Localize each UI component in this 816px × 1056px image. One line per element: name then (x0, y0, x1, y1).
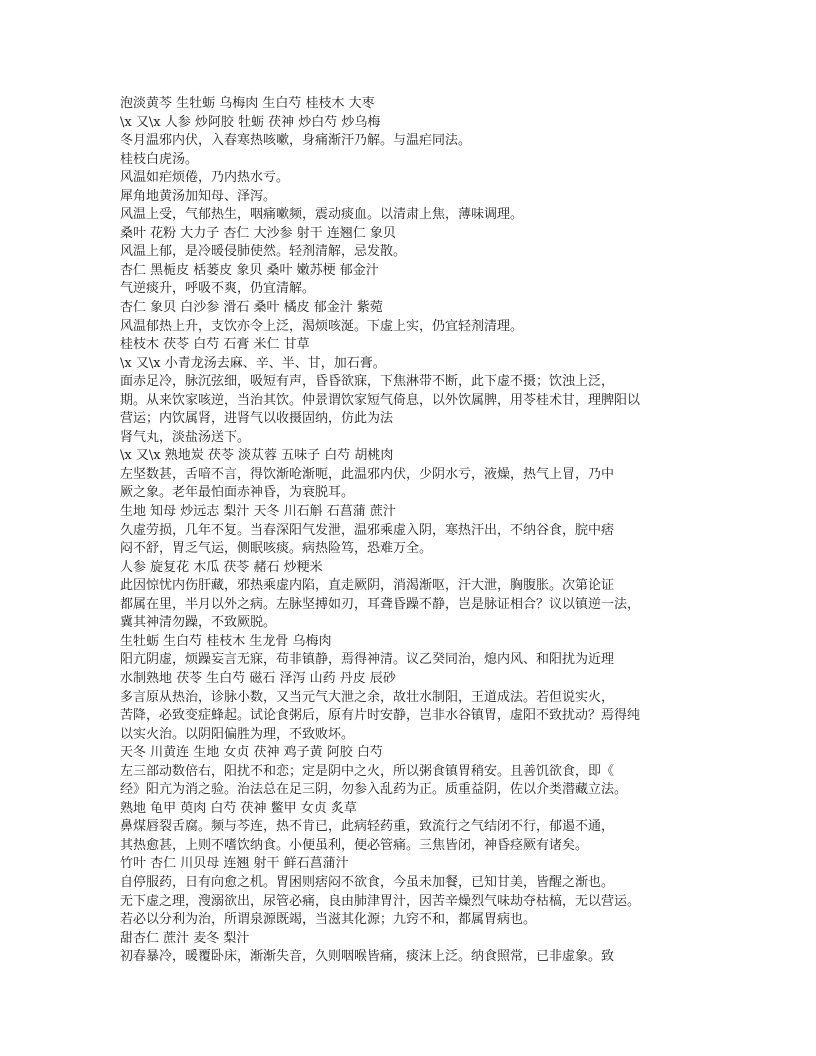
text-line: 经》阳亢为消之验。治法总在足三阴，勿参入乱药为正。质重益阴，佐以介类潜藏立法。 (120, 782, 628, 798)
text-line: 气逆痰升，呼吸不爽，仍宜清解。 (120, 281, 316, 297)
text-line: 天冬 川黄连 生地 女贞 茯神 鸡子黄 阿胶 白芍 (120, 745, 383, 761)
text-line: 桂枝白虎汤。 (120, 151, 199, 167)
text-line: 风温郁热上升，支饮亦令上泛，渴烦咳涎。下虚上实，仍宜轻剂清理。 (120, 318, 524, 334)
text-line: 久虚劳损，几年不复。当春深阳气发泄，温邪乘虚入阴，寒热汗出，不纳谷食，脘中痞 (120, 522, 615, 538)
text-line: 熟地 龟甲 萸肉 白芍 茯神 鳖甲 女贞 炙草 (120, 800, 357, 816)
text-line: 冀其神清勿躁，不致厥脱。 (120, 615, 277, 631)
text-line: 鼻煤唇裂舌腐。频与芩连，热不肯已，此病轻药重，致流行之气结闭不行，郁遏不通， (120, 819, 615, 835)
text-line: 水制熟地 茯苓 生白芍 磁石 泽泻 山药 丹皮 辰砂 (120, 670, 396, 686)
text-line: \x 又\x 人参 炒阿胶 牡蛎 茯神 炒白芍 炒乌梅 (120, 114, 381, 130)
text-line: 桑叶 花粉 大力子 杏仁 大沙参 射干 连翘仁 象贝 (120, 225, 396, 241)
text-line: 犀角地黄汤加知母、泽泻。 (120, 188, 277, 204)
text-line: 初春暴冷，暖覆卧床，渐渐失音，久则咽喉皆痛，痰沫上泛。纳食照常，已非虚象。致 (120, 949, 615, 965)
text-line: 肾气丸，淡盐汤送下。 (120, 429, 251, 445)
text-line: 人参 旋复花 木瓜 茯苓 赭石 炒粳米 (120, 559, 323, 575)
text-line: 左三部动数倍右，阳扰不和恋；定是阴中之火，所以粥食镇胃稍安。且善饥欲食，即《 (120, 763, 615, 779)
text-line: 都属在里，半月以外之病。左脉坚搏如刃，耳聋昏躁不静，岂是脉证相合？议以镇逆一法， (120, 596, 641, 612)
text-line: 无下虚之理，溲溺欲出，尿管必痛，良由肺津胃汁，因苦辛燥烈气味劫夺枯槁，无以营运。 (120, 893, 641, 909)
text-line: 风温上受，气郁热生，咽痛嗽频，震动痰血。以清肃上焦，薄味调理。 (120, 207, 524, 223)
text-line: \x 又\x 小青龙汤去麻、辛、半、甘，加石膏。 (120, 355, 386, 371)
text-line: 期。从来饮家咳逆，当治其饮。仲景谓饮家短气倚息，以外饮属脾，用苓桂术甘，理脾阳以 (120, 392, 641, 408)
text-line: 杏仁 象贝 白沙参 滑石 桑叶 橘皮 郁金汁 紫菀 (120, 300, 383, 316)
document-page (120, 95, 680, 967)
text-line: 若必以分利为治，所谓泉源既竭，当滋其化源；九窍不和，都属胃病也。 (120, 912, 537, 928)
text-line: 风温如疟烦倦，乃内热水亏。 (120, 170, 290, 186)
text-line: 厥之象。老年最怕面赤神昏，为衰脱耳。 (120, 485, 355, 501)
text-line: 多言原从热治，诊脉小数，又当元气大泄之余，故壮水制阳，王道成法。若但说实火， (120, 689, 615, 705)
text-line: 闷不舒，胃乏气运，侧眠咳痰。病热险笃，恐难万全。 (120, 541, 433, 557)
text-line: 此因惊忧内伤肝藏，邪热乘虚内陷，直走厥阴，消渴渐呕，汗大泄，胸腹胀。次第论证 (120, 578, 615, 594)
text-line: 苦降，必致变症蜂起。试论食粥后，原有片时安静，岂非水谷镇胃，虚阳不致扰动？焉得纯 (120, 708, 641, 724)
text-line: \x 又\x 熟地炭 茯苓 淡苁蓉 五味子 白芍 胡桃肉 (120, 448, 394, 464)
text-line: 自停服药，日有向愈之机。胃困则痞闷不欲食，今虽未加餐，已知甘美，皆醒之渐也。 (120, 874, 615, 890)
text-line: 其热愈甚，上则不嗜饮纳食。小便虽利，便必管痛。三焦皆闭，神昏痉厥有诸矣。 (120, 837, 589, 853)
text-line: 阳亢阴虚，烦躁妄言无寐，苟非镇静，焉得神清。议乙癸同治，熄内风、和阳扰为近理 (120, 652, 615, 668)
text-line: 左坚数甚，舌喑不言，得饮渐呛渐呃，此温邪内伏，少阴水亏，液燥，热气上冒，乃中 (120, 466, 615, 482)
text-line: 甜杏仁 蔗汁 麦冬 梨汁 (120, 930, 250, 946)
text-line: 以实火治。以阴阳偏胜为理，不致败坏。 (120, 726, 355, 742)
text-line: 竹叶 杏仁 川贝母 连翘 射干 鲜石菖蒲汁 (120, 856, 349, 872)
text-line: 杏仁 黑栀皮 栝蒌皮 象贝 桑叶 嫩苏梗 郁金汁 (120, 262, 379, 278)
text-line: 泡淡黄芩 生牡蛎 乌梅肉 生白芍 桂枝木 大枣 (120, 96, 375, 111)
text-line: 风温上郁，是冷暖侵肺使然。轻剂清解，忌发散。 (120, 244, 407, 260)
text-line: 生地 知母 炒远志 梨汁 天冬 川石斛 石菖蒲 蔗汁 (120, 504, 396, 520)
text-line: 面赤足冷，脉沉弦细，吸短有声，昏昏欲寐，下焦淋带不断，此下虚不摄；饮浊上泛， (120, 374, 615, 390)
text-line: 桂枝木 茯苓 白芍 石膏 米仁 甘草 (120, 337, 310, 353)
text-line: 冬月温邪内伏，入春寒热咳嗽，身痛渐汗乃解。与温疟同法。 (120, 133, 472, 149)
text-line: 营运；内饮属肾，进肾气以收摄固纳，仿此为法 (120, 411, 394, 427)
text-line: 生牡蛎 生白芍 桂枝木 生龙骨 乌梅肉 (120, 633, 332, 649)
